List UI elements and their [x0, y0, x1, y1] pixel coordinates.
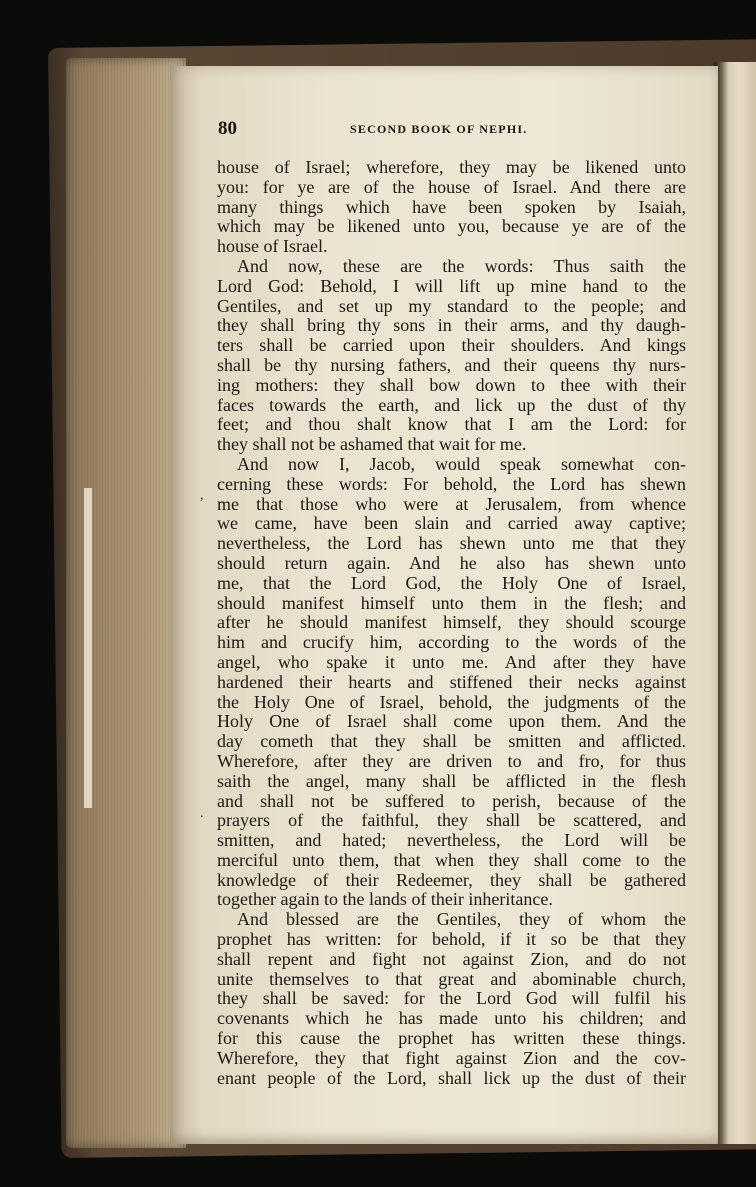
text-line: smitten, and hated; nevertheless, the Lord will be [217, 831, 686, 851]
text-line: me, that the Lord God, the Holy One of Israel, [217, 573, 686, 593]
text-line: hardened their hearts and stiffened their necks against [217, 672, 686, 692]
ink-speck: , [200, 488, 204, 503]
text-line: they shall not be ashamed that wait for me. [217, 435, 527, 455]
facing-page-edge [714, 62, 756, 1144]
text-line: saith the angel, many shall be afflicted in the flesh [217, 771, 686, 791]
text-line: Lord God: Behold, I will lift up mine hand to the [217, 276, 686, 296]
text-line: Gentiles, and set up my standard to the people; and [217, 296, 686, 316]
text-line: me that those who were at Jerusalem, from whence [217, 494, 686, 514]
text-line: ing mothers: they shall bow down to thee with their [217, 375, 686, 395]
text-line: shall repent and fight not against Zion, and do not [217, 949, 686, 969]
text-line: And now, these are the words: Thus saith the [237, 256, 686, 276]
text-line: enant people of the Lord, shall lick up the dust of their [217, 1068, 686, 1088]
text-line: covenants which he has made unto his children; and [217, 1009, 686, 1029]
text-line: they shall be saved: for the Lord God will fulfil his [217, 989, 686, 1009]
text-line: the Holy One of Israel, behold, the judgments of the [217, 692, 686, 712]
text-line: Wherefore, they that fight against Zion and the cov- [217, 1048, 686, 1068]
text-line: shall be thy nursing fathers, and their queens thy nurs- [217, 355, 686, 375]
text-line: house of Israel; wherefore, they may be likened unto [217, 158, 686, 177]
text-line: Wherefore, after they are driven to and fro, for thus [217, 751, 686, 771]
text-line: him and crucify him, according to the words of the [217, 633, 686, 653]
text-line: should return again. And he also has shewn unto [217, 553, 686, 573]
text-line: cerning these words: For behold, the Lord has shewn [217, 474, 686, 494]
text-line: prophet has written: for behold, if it so be that they [217, 930, 686, 950]
text-line: many things which have been spoken by Isaiah, [217, 197, 686, 217]
text-line: and shall not be suffered to perish, because of the [217, 791, 686, 811]
text-line: they shall bring thy sons in their arms, and thy daugh- [217, 316, 686, 336]
text-line: we came, have been slain and carried away captive; [217, 514, 686, 534]
page-header [218, 118, 688, 140]
page-number: 80 [218, 118, 237, 139]
text-line: merciful unto them, that when they shall come to the [217, 850, 686, 870]
text-line: ters shall be carried upon their shoulders. And kings [217, 336, 686, 356]
text-line: together again to the lands of their inheritance. [217, 890, 553, 910]
text-line: And now I, Jacob, would speak somewhat con- [237, 454, 686, 474]
text-line: feet; and thou shalt know that I am the Lord: for [217, 415, 686, 435]
text-line: knowledge of their Redeemer, they shall be gathered [217, 870, 686, 890]
text-line: nevertheless, the Lord has shewn unto me that they [217, 534, 686, 554]
text-line: after he should manifest himself, they should scourge [217, 613, 686, 633]
text-line: you: for ye are of the house of Israel. And there are [217, 177, 686, 197]
book-page [170, 66, 718, 1144]
text-line: faces towards the earth, and lick up the dust of thy [217, 395, 686, 415]
text-line: house of Israel. [217, 237, 328, 257]
paper-slip [84, 488, 92, 808]
text-line: angel, who spake it unto me. And after they have [217, 652, 686, 672]
text-line: which may be likened unto you, because ye are of the [217, 217, 686, 237]
text-line: day cometh that they shall be smitten and afflicted. [217, 732, 686, 752]
page-edges [66, 58, 186, 1148]
text-line: should manifest himself unto them in the flesh; and [217, 593, 686, 613]
text-line: for this cause the prophet has written these things. [217, 1029, 686, 1049]
text-line: Holy One of Israel shall come upon them. And the [217, 712, 686, 732]
ink-speck: . [200, 806, 204, 821]
text-line: And blessed are the Gentiles, they of whom the [237, 910, 686, 930]
text-line: prayers of the faithful, they shall be scattered, and [217, 811, 686, 831]
body-text [217, 158, 686, 1088]
running-head: SECOND BOOK OF NEPHI. [350, 122, 528, 136]
text-line: unite themselves to that great and abominable church, [217, 969, 686, 989]
